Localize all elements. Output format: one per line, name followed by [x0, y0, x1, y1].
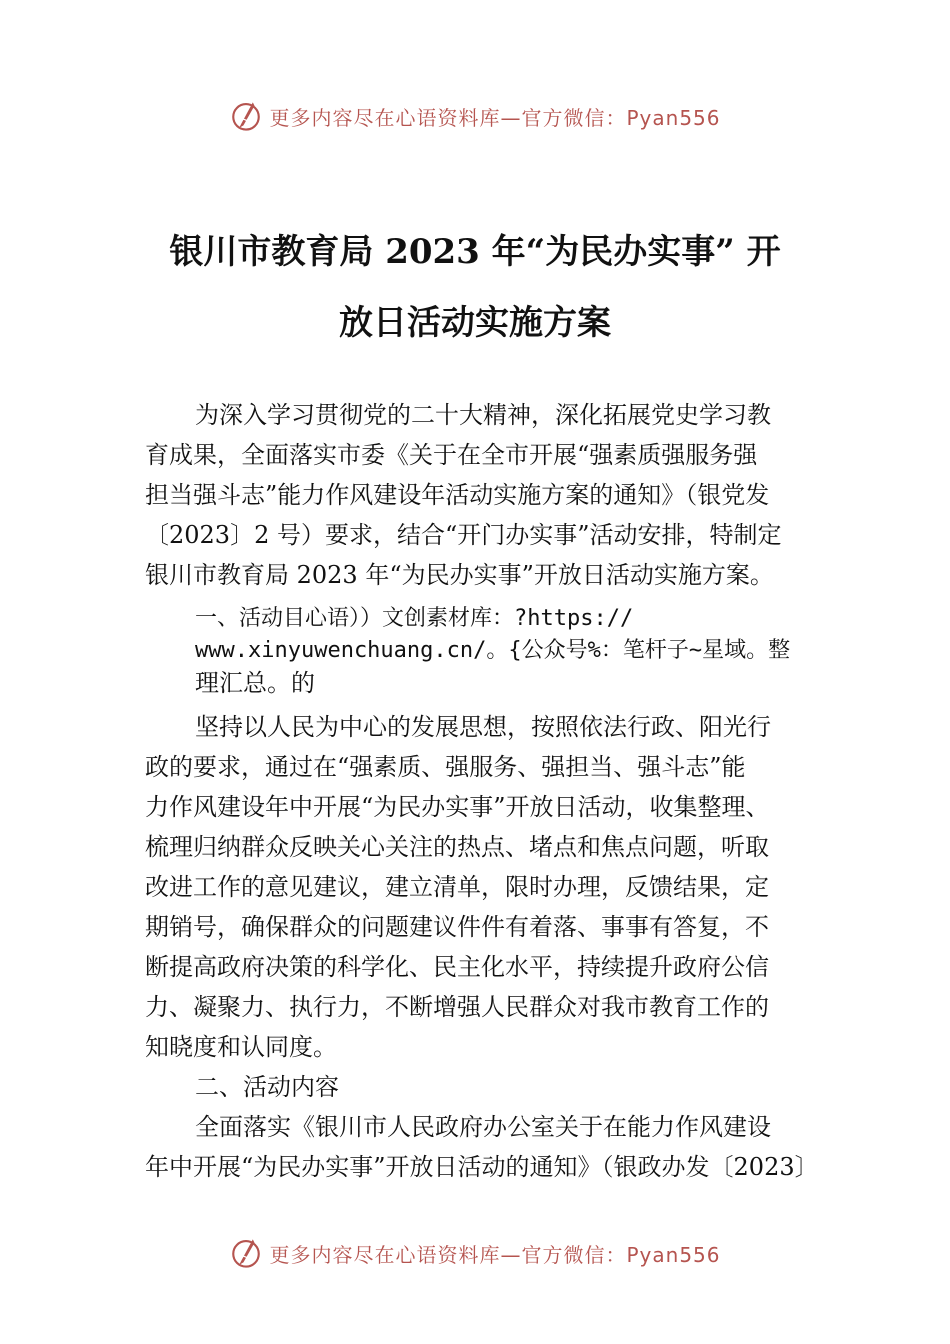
text-line: 期销号，确保群众的问题建议件件有着落、事事有答复，不: [145, 913, 769, 941]
paragraph-purpose: [145, 707, 815, 1067]
document-title-line-1: 银川市教育局 2023 年“为民办实事” 开: [169, 232, 781, 272]
paragraph-content: [145, 1107, 819, 1187]
document-title-line-2: 放日活动实施方案: [339, 303, 611, 343]
footer-watermark: [0, 1233, 950, 1273]
quill-logo-icon: [229, 1236, 263, 1270]
text-line: 一、活动目心语））文创素材库：?https://: [195, 606, 634, 631]
text-line: 梳理归纳群众反映关心关注的热点、堵点和焦点问题，听取: [145, 833, 769, 861]
document-body: [145, 395, 819, 1187]
paragraph-intro: [145, 395, 815, 595]
text-line: 全面落实《银川市人民政府办公室关于在能力作风建设: [195, 1113, 771, 1141]
text-line: www.xinyuwenchuang.cn/。{公众号%：笔杆子~星域。整: [195, 638, 791, 663]
text-line: 育成果，全面落实市委《关于在全市开展“强素质强服务强: [145, 441, 758, 469]
quill-logo-icon: [229, 99, 263, 133]
text-line: 担当强斗志”能力作风建设年活动实施方案的通知》（银党发: [145, 481, 770, 509]
text-line: 年中开展“为民办实事”开放日活动的通知》（银政办发〔2023〕: [145, 1153, 819, 1181]
text-line: 政的要求，通过在“强素质、强服务、强担当、强斗志”能: [145, 753, 746, 781]
section-heading-1: [145, 603, 815, 699]
text-line: 力作风建设年中开展“为民办实事”开放日活动，收集整理、: [145, 793, 770, 821]
section-heading-2: 二、活动内容: [195, 1073, 339, 1101]
text-line: 理汇总。的: [195, 669, 315, 697]
text-line: 银川市教育局 2023 年“为民办实事”开放日活动实施方案。: [145, 561, 774, 589]
text-line: 〔2023〕2 号）要求，结合“开门办实事”活动安排，特制定: [145, 521, 782, 549]
text-line: 坚持以人民为中心的发展思想，按照依法行政、阳光行: [195, 713, 771, 741]
text-line: 知晓度和认同度。: [145, 1033, 337, 1061]
text-line: 为深入学习贯彻党的二十大精神，深化拓展党史学习教: [195, 401, 771, 429]
header-watermark: [0, 96, 950, 136]
watermark-text: 更多内容尽在心语资料库—官方微信：Pyan556: [269, 1242, 721, 1267]
text-line: 改进工作的意见建议，建立清单，限时办理，反馈结果，定: [145, 873, 769, 901]
text-line: 断提高政府决策的科学化、民主化水平，持续提升政府公信: [145, 953, 769, 981]
watermark-text: 更多内容尽在心语资料库—官方微信：Pyan556: [269, 105, 721, 130]
text-line: 力、凝聚力、执行力，不断增强人民群众对我市教育工作的: [145, 993, 769, 1021]
